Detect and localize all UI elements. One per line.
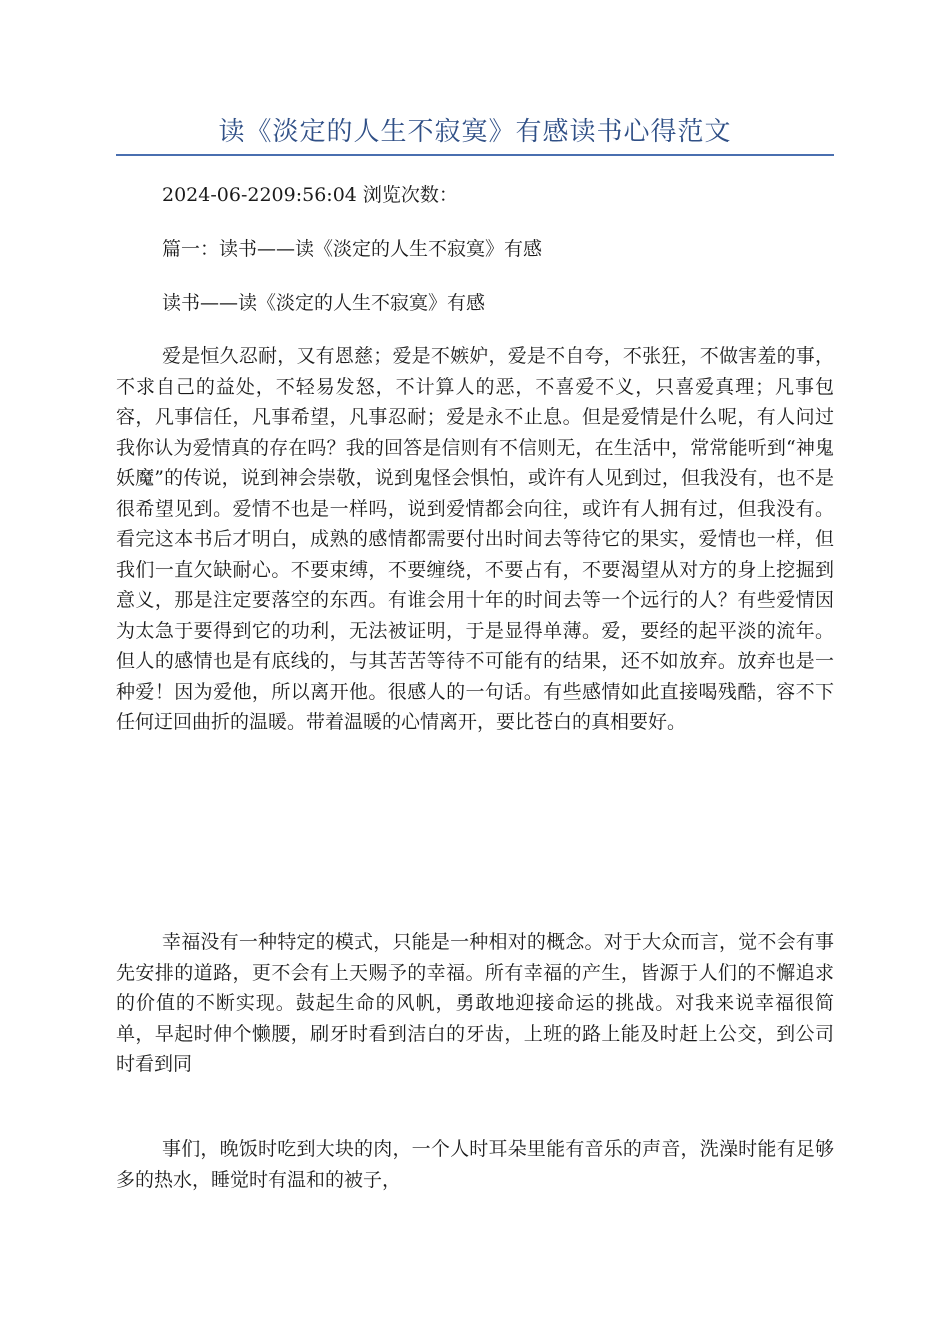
paragraph-happiness: 幸福没有一种特定的模式，只能是一种相对的概念。对于大众而言，觉不会有事先安排的道路，更不会有上天赐予的幸福。所有幸福的产生，皆源于人们的不懈追求的价值的不断实现。鼓起生命的风帆，勇敢地迎接命运的挑战。对我来说幸福很简单，早起时伸个懒腰，刷牙时看到洁白的牙齿，上班的路上能及时赶上公交，到公司时看到同 <box>116 931 834 1075</box>
section-heading: 篇一：读书——读《淡定的人生不寂寞》有感 <box>162 238 543 260</box>
paragraph-love: 爱是恒久忍耐，又有恩慈；爱是不嫉妒，爱是不自夸，不张狂，不做害羞的事，不求自己的益处，不轻易发怒，不计算人的恶，不喜爱不义，只喜爱真理；凡事包容，凡事信任，凡事希望，凡事忍耐；爱是永不止息。但是爱情是什么呢，有人问过我你认为爱情真的存在吗？我的回答是信则有不信则无，在生活中，常常能听到“神鬼妖魔”的传说，说到神会崇敬，说到鬼怪会惧怕，或许有人见到过，但我没有，也不是很希望见到。爱情不也是一样吗，说到爱情都会向往，或许有人拥有过，但我没有。看完这本书后才明白，成熟的感情都需要付出时间去等待它的果实，爱情也一样，但我们一直欠缺耐心。不要束缚，不要缠绕，不要占有，不要渴望从对方的身上挖掘到意义，那是注定要落空的东西。有谁会用十年的时间去等一个远行的人？有些爱情因为太急于要得到它的功利，无法被证明，于是显得单薄。爱，要经的起平淡的流年。但人的感情也是有底线的，与其苦苦等待不可能有的结果，还不如放弃。放弃也是一种爱！因为爱他，所以离开他。很感人的一句话。有些感情如此直接喝残酷，容不下任何迂回曲折的温暖。带着温暖的心情离开，要比苍白的真相要好。 <box>116 345 834 733</box>
meta-line: 2024-06-2209:56:04 浏览次数： <box>162 184 458 206</box>
subheading: 读书——读《淡定的人生不寂寞》有感 <box>162 292 486 314</box>
paragraph-continuation: 事们，晚饭时吃到大块的肉，一个人时耳朵里能有音乐的声音，洗澡时能有足够多的热水，睡觉时有温和的被子， <box>116 1138 834 1191</box>
document-title: 读《淡定的人生不寂寞》有感读书心得范文 <box>218 117 732 147</box>
title-underline <box>116 154 834 156</box>
